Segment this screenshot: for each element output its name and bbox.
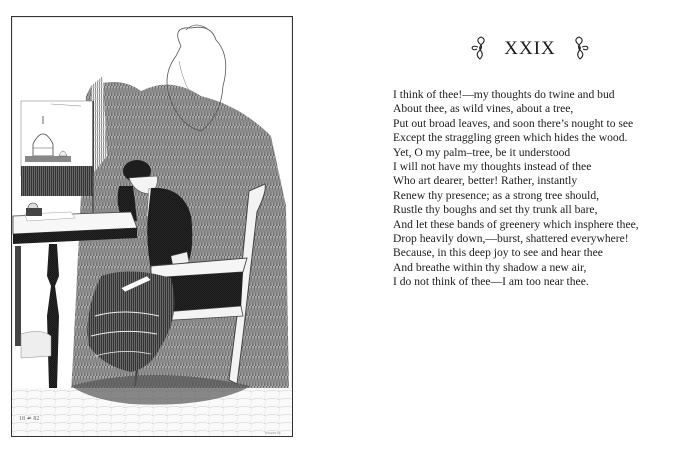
engraver-mark: SWAIN SC: [265, 431, 282, 435]
poem-line: I think of thee!—my thoughts do twine and bud: [393, 88, 615, 101]
woman-at-desk-engraving: [11, 16, 293, 437]
poem-line: Drop heavily down,—burst, shattered everywhere!: [393, 232, 629, 246]
engraving-illustration: [11, 16, 293, 437]
poem-heading: [470, 33, 590, 63]
right-page: [330, 0, 685, 457]
poem-line: Renew thy presence; as a strong tree should,: [393, 188, 600, 202]
poem-line: Who art dearer, better! Rather, instantly: [393, 174, 578, 188]
poem-line: And let these bands of greenery which insphere thee,: [393, 217, 639, 231]
poem-line: Because, in this deep joy to see and hear thee: [393, 246, 603, 260]
scroll-ornament-right-icon: [570, 35, 590, 61]
poem-line: I do not think of thee—I am too near thee.: [393, 275, 589, 289]
poem-line: I will not have my thoughts instead of thee: [393, 160, 592, 174]
poem-body: [393, 88, 683, 290]
scroll-ornament-left-icon: [470, 35, 490, 61]
poem-line: About thee, as wild vines, about a tree,: [393, 102, 574, 116]
poem-line: And breathe within thy shadow a new air,: [393, 260, 587, 274]
monogram-signature: 18 ☙ 82: [19, 416, 40, 422]
poem-line: Yet, O my palm–tree, be it understood: [393, 145, 571, 159]
poem-line: Except the straggling green which hides the wood.: [393, 131, 628, 145]
poem-line: Rustle thy boughs and set thy trunk all bare,: [393, 203, 598, 217]
left-page: [0, 0, 330, 457]
poem-number: XXIX: [504, 37, 556, 59]
poem-line: Put out broad leaves, and soon there’s nought to see: [393, 116, 634, 130]
